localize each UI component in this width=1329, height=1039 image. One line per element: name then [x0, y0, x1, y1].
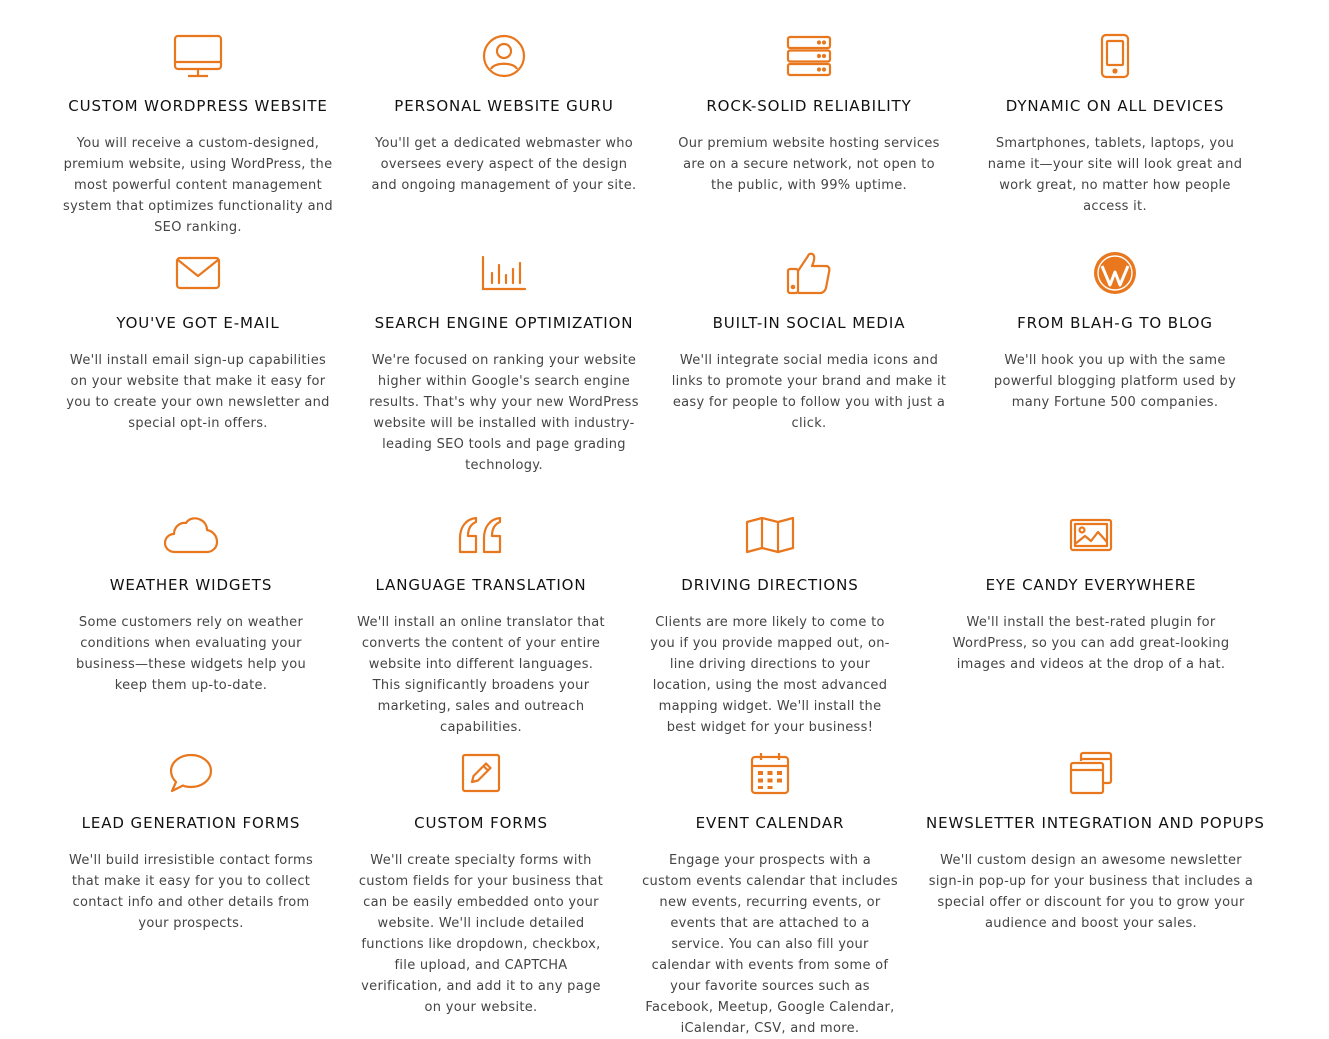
feature-card	[364, 31, 644, 196]
feature-description: We'll integrate social media icons and links to promote your brand and make it easy for people to follow you with just a click.	[671, 353, 947, 431]
feature-card	[975, 248, 1255, 413]
feature-description: Some customers rely on weather conditions when evaluating your business—these widgets help you keep them up-to-date.	[75, 615, 307, 693]
feature-description: Our premium website hosting services are on a secure network, not open to the public, with 99% uptime.	[678, 136, 940, 193]
feature-description: We'll install email sign-up capabilities on your website that make it easy for you to create your own newsletter and special opt-in offers.	[66, 353, 330, 431]
feature-title: CUSTOM WORDPRESS WEBSITE	[68, 97, 328, 115]
feature-card	[364, 248, 644, 476]
feature-title: LEAD GENERATION FORMS	[81, 814, 301, 832]
feature-description: Smartphones, tablets, laptops, you name it—your site will look great and work great, no matter how people access it.	[987, 136, 1243, 214]
quote-icon	[351, 510, 611, 560]
bar-chart-icon	[364, 248, 644, 298]
feature-card	[61, 510, 321, 696]
feature-title: ROCK-SOLID RELIABILITY	[706, 97, 912, 115]
feature-card	[58, 248, 338, 434]
feature-description: You'll get a dedicated webmaster who oversees every aspect of the design and ongoing management of your site.	[371, 136, 637, 193]
feature-description: We'll hook you up with the same powerful blogging platform used by many Fortune 500 companies.	[993, 353, 1237, 410]
feature-card	[926, 748, 1265, 934]
feature-title: SEARCH ENGINE OPTIMIZATION	[374, 314, 634, 332]
feature-card	[351, 510, 611, 738]
feature-title: CUSTOM FORMS	[414, 814, 548, 832]
feature-description: You will receive a custom-designed, premium website, using WordPress, the most powerful content management system that optimizes functionality and SEO ranking.	[63, 136, 333, 235]
feature-description: We're focused on ranking your website higher within Google's search engine results. That's why your new WordPress website will be installed with industry-leading SEO tools and page grading technology.	[369, 353, 639, 473]
image-icon	[926, 510, 1256, 560]
thumbs-up-icon	[669, 248, 949, 298]
user-circle-icon	[364, 31, 644, 81]
edit-icon	[351, 748, 611, 798]
feature-card	[351, 748, 611, 1018]
feature-title: NEWSLETTER INTEGRATION AND POPUPS	[926, 814, 1265, 832]
feature-title: DRIVING DIRECTIONS	[681, 576, 859, 594]
map-icon	[640, 510, 900, 560]
feature-description: Clients are more likely to come to you if you provide mapped out, on-line driving directions to your location, using the most advanced mapping widget. We'll install the best widget for your business!	[650, 615, 890, 735]
feature-title: DYNAMIC ON ALL DEVICES	[1005, 97, 1225, 115]
feature-title: LANGUAGE TRANSLATION	[375, 576, 587, 594]
feature-description: We'll build irresistible contact forms that make it easy for you to collect contact info and other details from your prospects.	[68, 853, 314, 931]
feature-card	[926, 510, 1256, 675]
feature-description: We'll install an online translator that converts the content of your entire website into different languages. This significantly broadens your marketing, sales and outreach capabilities.	[357, 615, 605, 735]
cloud-icon	[61, 510, 321, 560]
smartphone-icon	[975, 31, 1255, 81]
feature-card	[669, 248, 949, 434]
chat-bubble-icon	[61, 748, 321, 798]
feature-title: YOU'VE GOT E-MAIL	[116, 314, 280, 332]
feature-card	[58, 31, 338, 238]
feature-description: We'll create specialty forms with custom fields for your business that can be easily embedded onto your website. We'll include detailed functions like dropdown, checkbox, file upload, and CAPTCHA verification, and add it to any page on your website.	[358, 853, 604, 1015]
feature-description: Engage your prospects with a custom events calendar that includes new events, recurring events, or events that are attached to a service. You can also fill your calendar with events from some of your favorite sources such as Facebook, Meetup, Google Calendar, iCalendar, CSV, and more.	[642, 853, 898, 1036]
monitor-icon	[58, 31, 338, 81]
wordpress-icon	[975, 248, 1255, 298]
server-icon	[669, 31, 949, 81]
feature-title: EVENT CALENDAR	[695, 814, 845, 832]
feature-card	[975, 31, 1255, 217]
feature-card	[640, 510, 900, 738]
feature-title: FROM BLAH-G TO BLOG	[1017, 314, 1213, 332]
calendar-icon	[640, 748, 900, 798]
envelope-icon	[58, 248, 338, 298]
windows-icon	[926, 748, 1256, 798]
feature-title: EYE CANDY EVERYWHERE	[985, 576, 1197, 594]
feature-title: PERSONAL WEBSITE GURU	[394, 97, 614, 115]
feature-description: We'll install the best-rated plugin for WordPress, so you can add great-looking images and videos at the drop of a hat.	[952, 615, 1230, 672]
feature-title: WEATHER WIDGETS	[109, 576, 273, 594]
feature-description: We'll custom design an awesome newsletter sign-in pop-up for your business that includes a special offer or discount for you to grow your audience and boost your sales.	[928, 853, 1254, 931]
feature-card	[640, 748, 900, 1039]
feature-card	[669, 31, 949, 196]
feature-card	[61, 748, 321, 934]
feature-title: BUILT-IN SOCIAL MEDIA	[712, 314, 906, 332]
